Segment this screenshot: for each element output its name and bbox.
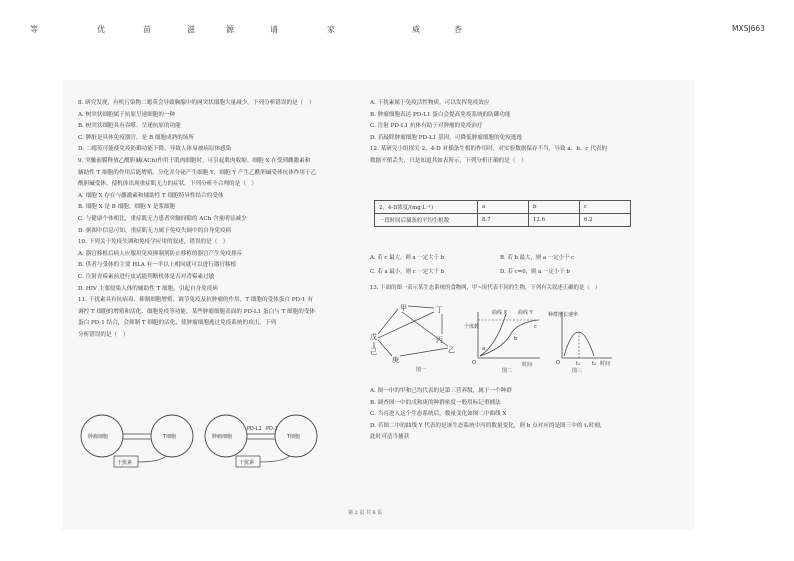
left-line: C. 与健康个体相比，重症肌无力患者突触间隙的 ACh 含量明显减少 (78, 215, 247, 222)
xlabel-fig2: 时间 (522, 362, 533, 368)
node-bing: 丙 (436, 336, 443, 344)
left-line: C. 脾脏是具体免疫器官，是 B 细胞成熟的场所 (78, 134, 194, 141)
t-cell-label: T细胞 (287, 434, 301, 440)
left-column (78, 98, 316, 341)
curve-y-label: 曲线 Y (518, 310, 533, 316)
option-12b: B. 若 b 最大，则 a 一定小于 c (500, 255, 575, 261)
ylabel-fig2: 个体数 (464, 324, 480, 330)
left-line: 9. 突触前膜释放乙酰胆碱(ACh)作用于肌肉细胞时，可引起肌肉收缩。细胞 X 在受到雌激素和 (78, 157, 311, 164)
left-line: C. 注射青霉素前进行皮试能判断机体是否对青霉素过敏 (78, 273, 215, 280)
figure-3-growth-rate (548, 306, 618, 374)
header-char-7: 家 (327, 25, 335, 34)
question-13: 13. 下面的图一表示某生态系统的食物网，甲~庚代表不同的生物，下列有关叙述正确的是（ ） (370, 285, 601, 291)
t2-label: t₂ (592, 361, 596, 367)
interferon-label: 干扰素 (239, 460, 255, 466)
table-cell: 12.6 (529, 214, 580, 227)
right-line: D. 若图二中的曲线 Y 代表的是该生态系统中丙的数量变化，则 b 点对应的是图三中的 t₁时刻， (370, 422, 606, 429)
right-line: C. 注射 PD-L1 抗体有助于对肿瘤的免疫治疗 (370, 123, 483, 130)
food-web-link (408, 306, 434, 308)
right-line: B. 调查图一中的戊和庚的种群密度一般用标记重捕法 (370, 399, 501, 406)
table-cell: b (529, 201, 580, 214)
node-jia: 甲 (400, 304, 407, 312)
pdl1-label: PD-L1 (247, 426, 262, 432)
food-web-link (378, 312, 434, 338)
left-line: B. 细胞 X 是 B 细胞，细胞 Y 是浆细胞 (78, 204, 176, 211)
left-line: D. 二噁英可能使免疫防御功能下降，导致人体易被病原体感染 (78, 146, 232, 153)
left-line: 11. 干扰素具有抗病毒、抑制细胞增殖、调节免疫及抗肿瘤的作用。T 细胞的受体蛋白 PD-1 有 (78, 297, 313, 304)
left-line: A. 树突状细胞属于抗原呈递细胞的一种 (78, 111, 176, 118)
node-ji: 己 (370, 348, 377, 356)
point-a: a (482, 346, 486, 352)
left-line: D. HIV 主要侵染人体的辅助性 T 细胞，引起自身免疫病 (78, 285, 218, 292)
curve-y (480, 320, 538, 356)
right-column-bottom (370, 386, 605, 444)
right-line: A. 图一中的甲和己均代表的是第三营养级，属于一个种群 (370, 388, 512, 394)
left-line: 分析错误的是（ ） (78, 331, 129, 338)
point-b: b (514, 336, 518, 342)
point-c: c (534, 324, 537, 330)
interferon-label: 干扰素 (117, 460, 133, 466)
figure-1-label: 图一 (416, 367, 427, 373)
right-line: C. 当丙进入这个生态系统后，数量变化如图二中曲线 X (370, 411, 507, 418)
pd1-label: PD-1 (266, 426, 278, 432)
header-code: MXSJ663 (732, 24, 765, 33)
figure-3-label: 图三 (572, 368, 583, 374)
node-yi: 乙 (448, 346, 455, 354)
table-cell: 一段时间后插条的平均生根数 (375, 214, 478, 227)
right-line: 此时可适当捕获 (370, 434, 410, 441)
right-line: D. 若敲除肿瘤细胞 PD-L1 基因，可降低肿瘤细胞的免疫逃逸 (370, 134, 522, 141)
tumor-cell-label: 肿瘤细胞 (88, 434, 109, 440)
ylabel-fig3: 种群增长速率 (548, 312, 579, 318)
origin-fig2: O (472, 360, 476, 366)
xlabel-fig3: 时间 (600, 361, 611, 367)
figure-1-food-web (366, 296, 460, 374)
origin-fig3: O (556, 360, 560, 366)
left-line: 酰胆碱受体，使机体出现重症肌无力的症状。下列分析不合理的是（ ） (78, 181, 258, 188)
left-line: 10. 下列关于免疫失调和免疫学应用的叙述，错误的是（ ） (78, 239, 229, 246)
option-12a: A. 若 c 最大，则 a 一定大于 b (370, 255, 445, 261)
left-line: 8. 研究发现，有机污染物二噁英会导致胸腺中的网突状细胞大量减少。下列分析错误的是（ ） (78, 100, 315, 106)
table-cell: 2，4-D浓度/(mg·L⁻¹) (375, 201, 478, 214)
header-char-9: 杏 (454, 25, 462, 34)
left-line: D. 据图中信息可知，重症肌无力属于免疫失调中的自身免疫病 (78, 227, 232, 234)
right-line: 数据不慎丢失，只是知道其如表所示，下列分析正确的是（ ） (370, 157, 527, 164)
node-geng: 庚 (392, 356, 399, 364)
header-char-1: 等 (30, 25, 38, 34)
right-line: B. 肿瘤细胞表达 PD-L1 蛋白会提高免疫系统的防御功能 (370, 111, 511, 118)
header-char-6: 请 (270, 25, 278, 34)
table-row (375, 201, 631, 214)
header-char-3: 苗 (143, 25, 151, 34)
t-cell-label: T细胞 (163, 434, 177, 440)
food-web-link (400, 348, 448, 356)
node-ding: 丁 (436, 306, 443, 314)
table-cell: c (580, 201, 631, 214)
left-line: 蛋白 PD-1 结合，会抑制 T 细胞的活化，使肿瘤细胞逃过免疫系统的攻击。下列 (78, 320, 277, 327)
header-char-8: 威 (412, 25, 420, 34)
arrow-path (260, 456, 290, 462)
food-web-link (378, 340, 392, 356)
option-12c: C. 若 a 最小，则 c 一定大于 b (370, 269, 445, 275)
table-cell: 8.7 (478, 214, 529, 227)
tumor-cell-label: 肿瘤细胞 (212, 434, 233, 440)
arrow-path (138, 456, 166, 462)
table-row (375, 214, 631, 227)
header-char-2: 优 (97, 25, 105, 34)
left-line: 调控 T 细胞的增殖和活化、细胞免疫等功能，某些肿瘤细胞表面的 PD-L1 蛋白与 T 细胞的受体 (78, 308, 316, 315)
left-line: 辅助性 T 细胞的作用后能增殖、分化并分泌产生细胞 Y，细胞 Y 产生乙酰胆碱受体抗体作用于乙 (78, 169, 317, 176)
option-12d: D. 若 c=0，则 a 一定小于 b (500, 269, 570, 275)
left-line: A. 细胞 X 存在与雌激素和辅助性 T 细胞特异性结合的受体 (78, 192, 224, 199)
header-char-4: 滋 (187, 25, 195, 34)
food-web-link (402, 312, 448, 346)
left-line: A. 器官移植后病人应服用免疫抑制剂防止移植的器官产生免疫排斥 (78, 250, 243, 257)
node-wu: 戊 (370, 333, 377, 341)
right-column-top (370, 98, 607, 168)
table-cell: 6.2 (580, 214, 631, 227)
left-line: B. 供者与受体的主要 HLA 有一半以上相同就可以进行器官移植 (78, 262, 237, 269)
page-footer: 第 2 页 共 6 页 (348, 510, 383, 516)
header-char-5: 源 (226, 25, 234, 34)
figure-2-label: 图二 (502, 368, 513, 374)
right-line: 12. 某研究小组探究 2，4-D 对插条生根的作用时，对实验数据保存不当，导致 a、b、c 代表的 (370, 146, 608, 153)
cell-interaction-diagram (70, 412, 360, 480)
right-line: A. 干扰素属于免疫活性物质，可以发挥免疫效应 (370, 100, 490, 106)
curve-x-label: 曲线 X (492, 310, 508, 316)
table-cell: a (478, 201, 529, 214)
figure-2-curves (462, 306, 544, 374)
left-line: B. 树突状细胞具有吞噬、呈递抗原的功能 (78, 123, 181, 130)
data-table (374, 200, 631, 227)
t1-label: t₁ (576, 361, 580, 367)
